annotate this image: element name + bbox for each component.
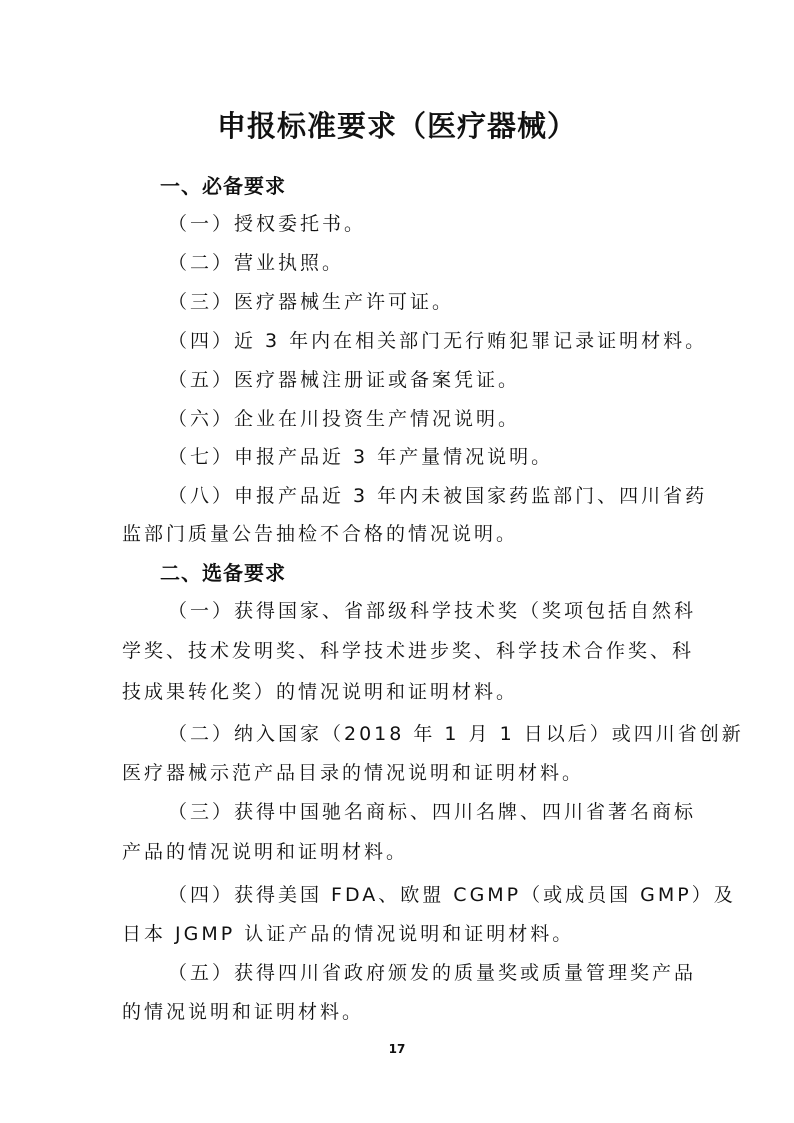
- list-item: （四）获得美国 FDA、欧盟 CGMP（或成员国 GMP）及: [168, 884, 736, 906]
- list-item: （二）营业执照。: [168, 252, 345, 274]
- list-item: （七）申报产品近 3 年产量情况说明。: [168, 446, 554, 468]
- list-item: （一）授权委托书。: [168, 213, 367, 235]
- document-title: 申报标准要求（医疗器械）: [216, 109, 577, 143]
- list-item: （五）医疗器械注册证或备案凭证。: [168, 369, 521, 391]
- list-item-continuation: 技成果转化奖）的情况说明和证明材料。: [122, 681, 519, 703]
- list-item: （一）获得国家、省部级科学技术奖（奖项包括自然科: [168, 600, 697, 622]
- list-item-continuation: 监部门质量公告抽检不合格的情况说明。: [122, 523, 519, 545]
- list-item: （五）获得四川省政府颁发的质量奖或质量管理奖产品: [168, 962, 697, 984]
- list-item-continuation: 医疗器械示范产品目录的情况说明和证明材料。: [122, 762, 585, 784]
- list-item: （八）申报产品近 3 年内未被国家药监部门、四川省药: [168, 485, 708, 507]
- list-item-continuation: 日本 JGMP 认证产品的情况说明和证明材料。: [122, 923, 575, 945]
- list-item-continuation: 学奖、技术发明奖、科学技术进步奖、科学技术合作奖、科: [122, 640, 695, 662]
- list-item: （二）纳入国家（2018 年 1 月 1 日以后）或四川省创新: [168, 723, 744, 745]
- list-item: （三）医疗器械生产许可证。: [168, 291, 455, 313]
- list-item: （三）获得中国驰名商标、四川名牌、四川省著名商标: [168, 801, 697, 823]
- section-heading: 一、必备要求: [160, 174, 286, 198]
- list-item: （六）企业在川投资生产情况说明。: [168, 408, 521, 430]
- list-item: （四）近 3 年内在相关部门无行贿犯罪记录证明材料。: [168, 330, 708, 352]
- page-number: 17: [388, 1042, 406, 1056]
- section-heading: 二、选备要求: [160, 561, 286, 585]
- list-item-continuation: 产品的情况说明和证明材料。: [122, 841, 409, 863]
- list-item-continuation: 的情况说明和证明材料。: [122, 1001, 365, 1023]
